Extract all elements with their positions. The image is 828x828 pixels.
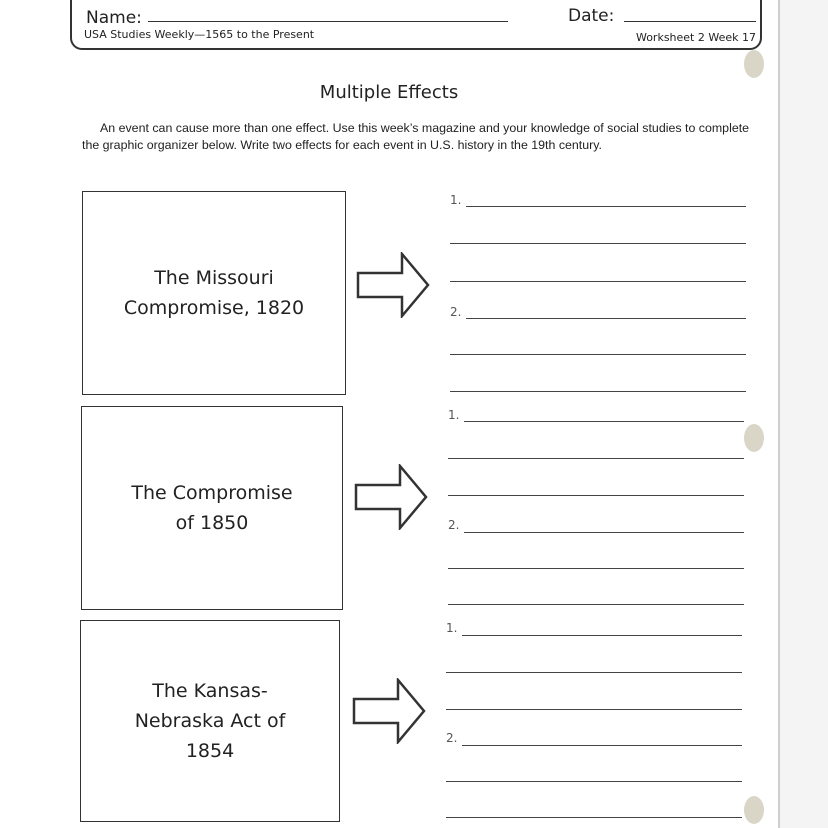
event-text-line: The Missouri: [154, 267, 274, 289]
effect-answer-line[interactable]: [450, 354, 746, 355]
effect-answer-line[interactable]: [466, 206, 746, 207]
effect-number: 1.: [448, 408, 460, 422]
effect-answer-line[interactable]: [466, 318, 746, 319]
name-label: Name:: [86, 8, 142, 28]
right-arrow-outline-icon: [354, 464, 428, 530]
effect-answer-line[interactable]: [448, 458, 744, 459]
effect-number: 1.: [450, 193, 462, 207]
effect-answer-line[interactable]: [446, 817, 742, 818]
publication-subtitle: USA Studies Weekly—1565 to the Present: [84, 28, 315, 41]
effect-answer-line[interactable]: [448, 495, 744, 496]
effect-answer-line[interactable]: [450, 391, 746, 392]
event-box-compromise-1850: [81, 406, 343, 610]
name-field-line[interactable]: [148, 21, 508, 22]
effect-number: 2.: [450, 305, 462, 319]
page-tab-marker: [744, 796, 764, 824]
date-field-line[interactable]: [624, 21, 756, 22]
right-arrow-outline-icon: [352, 678, 426, 744]
event-text-line: of 1850: [175, 512, 249, 534]
effect-answer-line[interactable]: [462, 635, 742, 636]
page-tab-marker: [744, 50, 764, 78]
event-text-line: 1854: [185, 740, 235, 762]
effect-answer-line[interactable]: [448, 568, 744, 569]
right-arrow-outline-icon: [356, 252, 430, 318]
event-text-line: The Compromise: [131, 482, 293, 504]
page-tab-marker: [744, 424, 764, 452]
event-box-missouri-compromise: [82, 191, 346, 395]
effect-number: 2.: [446, 731, 458, 745]
worksheet-number: Worksheet 2 Week 17: [635, 31, 756, 44]
effect-answer-line[interactable]: [446, 709, 742, 710]
worksheet-header: [70, 0, 762, 50]
instructions-text: An event can cause more than one effect. Use this week’s magazine and your knowledge of social studies to complete the graphic organizer below. Write two effects for each event in U.S. history in the 19th century.: [82, 121, 750, 152]
effect-answer-line[interactable]: [464, 421, 744, 422]
photo-background: [778, 0, 828, 828]
effect-answer-line[interactable]: [450, 281, 746, 282]
event-text-line: Compromise, 1820: [123, 297, 305, 319]
event-text-line: The Kansas-: [152, 680, 268, 702]
effect-answer-line[interactable]: [462, 745, 742, 746]
effect-answer-line[interactable]: [446, 672, 742, 673]
effect-answer-line[interactable]: [446, 781, 742, 782]
effect-answer-line[interactable]: [448, 604, 744, 605]
date-label: Date:: [568, 6, 615, 26]
effect-number: 2.: [448, 518, 460, 532]
event-text-line: Nebraska Act of: [134, 710, 286, 732]
page-title: Multiple Effects: [319, 82, 459, 103]
event-box-kansas-nebraska-act: [80, 620, 340, 822]
effect-number: 1.: [446, 621, 458, 635]
effect-answer-line[interactable]: [464, 532, 744, 533]
effect-answer-line[interactable]: [450, 243, 746, 244]
